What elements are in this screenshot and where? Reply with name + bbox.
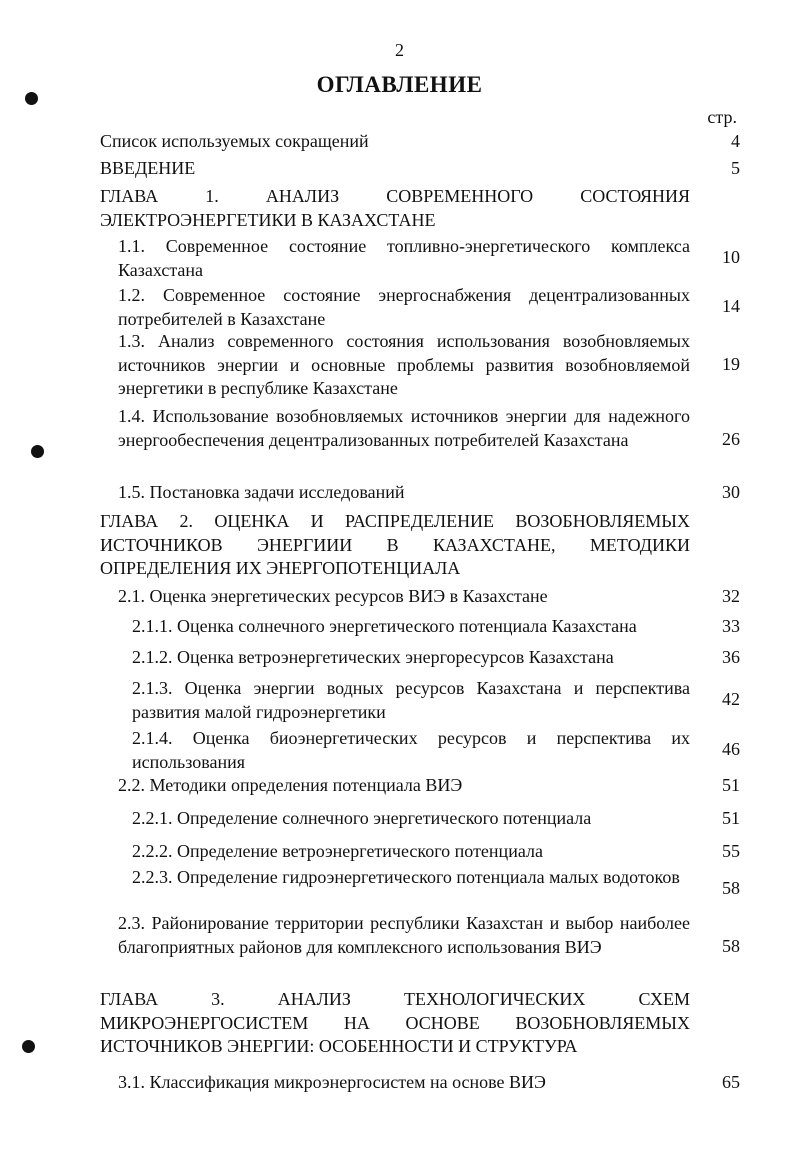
toc-entry-page: 10 <box>722 247 740 267</box>
page-number: 2 <box>395 40 404 60</box>
toc-entry-text: 1.5. Постановка задачи исследований <box>118 482 405 502</box>
toc-entry-text: 2.1.2. Оценка ветроэнергетических энергоресурсов Казахстана <box>132 647 614 667</box>
toc-entry-text: ГЛАВА 3. АНАЛИЗ ТЕХНОЛОГИЧЕСКИХ СХЕМ МИКРОЭНЕРГОСИСТЕМ НА ОСНОВЕ ВОЗОБНОВЛЯЕМЫХ ИСТОЧНИКОВ ЭНЕРГИИ: ОСОБЕННОСТИ И СТРУКТУРА <box>100 989 690 1056</box>
toc-entry-text: 2.1. Оценка энергетических ресурсов ВИЭ в Казахстане <box>118 586 548 606</box>
toc-entry-text: 3.1. Классификация микроэнергосистем на основе ВИЭ <box>118 1072 546 1092</box>
toc-entry-text: 2.2. Методики определения потенциала ВИЭ <box>118 775 463 795</box>
toc-entry-page: 4 <box>731 131 740 151</box>
toc-entry-text: ВВЕДЕНИЕ <box>100 158 196 178</box>
toc-entry-page: 30 <box>722 482 740 502</box>
toc-entry-text: 1.2. Современное состояние энергоснабжения децентрализованных потребителей в Казахстане <box>118 285 690 329</box>
toc-entry-page: 14 <box>722 296 740 316</box>
toc-entry-text: 2.1.4. Оценка биоэнергетических ресурсов и перспектива их использования <box>132 728 690 772</box>
toc-entry-text: ГЛАВА 1. АНАЛИЗ СОВРЕМЕННОГО СОСТОЯНИЯ ЭЛЕКТРОЭНЕРГЕТИКИ В КАЗАХСТАНЕ <box>100 186 690 230</box>
toc-entry-text: 2.2.2. Определение ветроэнергетического потенциала <box>132 841 543 861</box>
toc-entry-text: 1.3. Анализ современного состояния использования возобновляемых источников энергии и основные проблемы развития возобновляемой энергетики в республике Казахстане <box>118 331 690 398</box>
toc-entry-text: 1.1. Современное состояние топливно-энергетического комплекса Казахстана <box>118 236 690 280</box>
toc-entry-text: 2.3. Районирование территории республики Казахстан и выбор наиболее благоприятных районов для комплексного использования ВИЭ <box>118 913 690 957</box>
toc-entry-page: 51 <box>722 808 740 828</box>
toc-entry-text: ГЛАВА 2. ОЦЕНКА И РАСПРЕДЕЛЕНИЕ ВОЗОБНОВЛЯЕМЫХ ИСТОЧНИКОВ ЭНЕРГИИИ В КАЗАХСТАНЕ, МЕТОДИКИ ОПРЕДЕЛЕНИЯ ИХ ЭНЕРГОПОТЕНЦИАЛА <box>100 511 690 578</box>
toc-entry-page: 55 <box>722 841 740 861</box>
toc-entry-page: 51 <box>722 775 740 795</box>
toc-entry-page: 42 <box>722 689 740 709</box>
toc-entry-page: 33 <box>722 616 740 636</box>
binding-hole-dot <box>22 1040 35 1053</box>
toc-entry-text: 2.1.1. Оценка солнечного энергетического потенциала Казахстана <box>132 616 637 636</box>
toc-entry-page: 26 <box>722 429 740 449</box>
toc-entry-page: 58 <box>722 878 740 898</box>
toc-entry-page: 19 <box>722 354 740 374</box>
page-title: ОГЛАВЛЕНИЕ <box>316 72 483 97</box>
toc-entry-page: 5 <box>731 158 740 178</box>
page-column-header: стр. <box>707 107 737 127</box>
toc-entry-text: 2.2.1. Определение солнечного энергетического потенциала <box>132 808 592 828</box>
binding-hole-dot <box>31 445 44 458</box>
toc-entry-text: 2.1.3. Оценка энергии водных ресурсов Казахстана и перспектива развития малой гидроэнергетики <box>132 678 690 722</box>
toc-entry-text: 2.2.3. Определение гидроэнергетического потенциала малых водотоков <box>132 867 680 887</box>
toc-entry-text: Список используемых сокращений <box>100 131 369 151</box>
toc-entry-page: 32 <box>722 586 740 606</box>
toc-entry-page: 36 <box>722 647 740 667</box>
toc-entry-page: 58 <box>722 936 740 956</box>
toc-entry-page: 46 <box>722 739 740 759</box>
toc-entry-text: 1.4. Использование возобновляемых источников энергии для надежного энергообеспечения децентрализованных потребителей Казахстана <box>118 406 690 450</box>
toc-entry-page: 65 <box>722 1072 740 1092</box>
